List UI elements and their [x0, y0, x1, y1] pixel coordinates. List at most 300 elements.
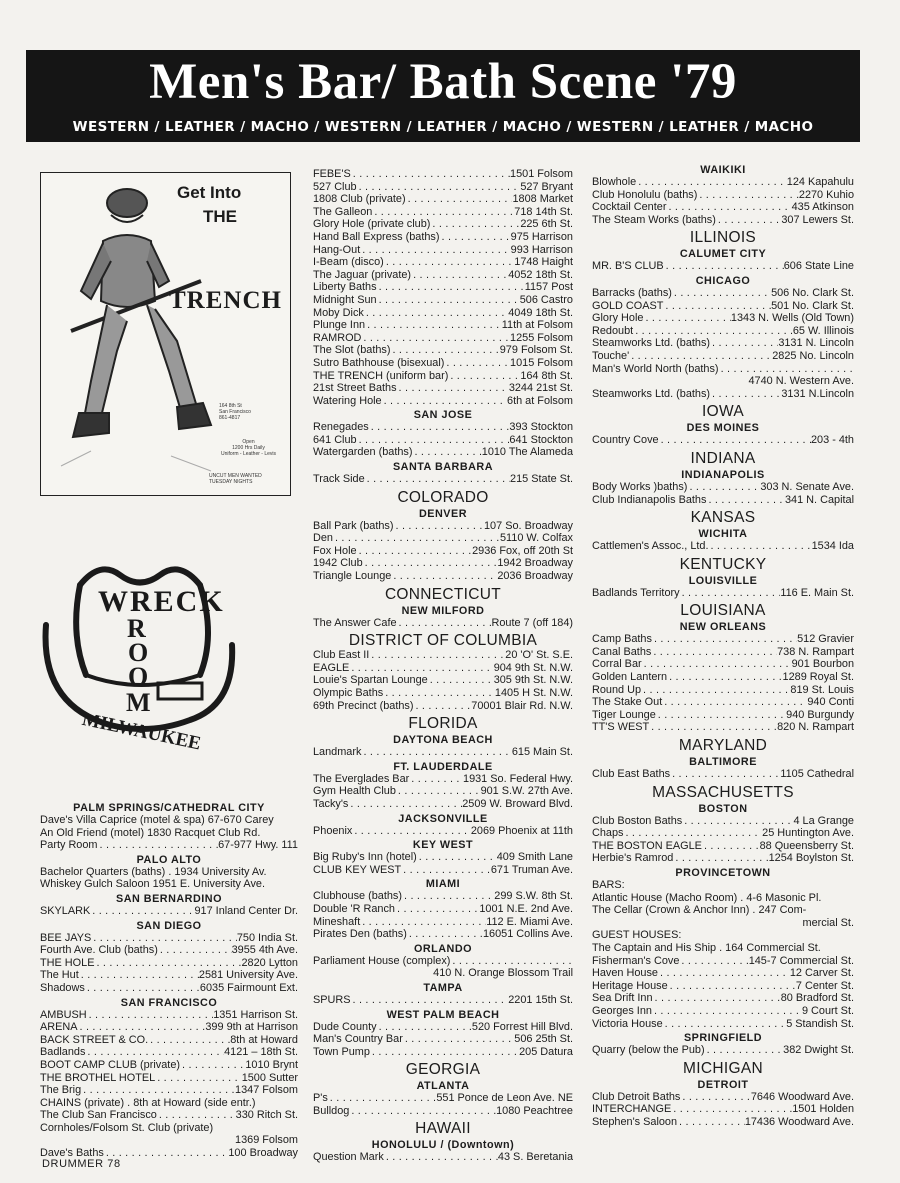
listing-address: 100 Broadway — [228, 1147, 298, 1160]
leader-dots — [440, 231, 511, 244]
listing-name: BACK STREET & CO. — [40, 1033, 149, 1046]
city-heading: SAN DIEGO — [136, 919, 202, 932]
listing-address: 8th at Howard — [230, 1033, 298, 1046]
leader-dots — [702, 840, 760, 853]
city-heading: LOUISVILLE — [688, 574, 758, 587]
listing-address: 819 St. Louis — [790, 683, 854, 696]
listing-name: Sutro Bathhouse (bisexual) — [313, 356, 445, 369]
listing-address: 43 S. Beretania — [497, 1151, 573, 1164]
page-banner-title: Men's Bar/ Bath Scene '79 — [26, 50, 860, 114]
listing-row — [592, 684, 854, 697]
listing-row — [313, 370, 573, 383]
listing-row — [313, 421, 573, 434]
leader-dots — [360, 244, 510, 257]
listing-row — [592, 201, 854, 214]
room-letter-m: M — [126, 688, 151, 717]
listing-name: Olympic Baths — [313, 687, 384, 699]
listing-line: Whiskey Gulch Saloon 1951 E. University Ave. — [40, 878, 265, 891]
listing-continuation: 410 N. Orange Blossom Trail — [433, 967, 573, 980]
state-heading: ILLINOIS — [689, 229, 757, 247]
listing-name: Camp Baths — [592, 633, 652, 646]
leader-dots — [357, 545, 472, 558]
listing-address: 203 - 4th — [811, 434, 854, 447]
listing-address: 1015 Folsom — [510, 356, 573, 369]
leader-dots — [85, 982, 200, 995]
listing-address: 341 N. Capital — [784, 493, 854, 506]
city-heading: WAIKIKI — [700, 164, 746, 176]
listing-address: 9 Court St. — [801, 1004, 854, 1017]
listing-address: 80 Bradford St. — [780, 992, 854, 1005]
listing-name: I-Beam (disco) — [313, 256, 384, 269]
leader-dots — [85, 1046, 224, 1059]
listing-name: Club Honolulu (baths) — [592, 188, 698, 201]
leader-dots — [377, 294, 520, 307]
listing-row — [592, 815, 854, 828]
leader-dots — [372, 206, 514, 219]
listing-row — [313, 662, 573, 675]
city-heading: DETROIT — [697, 1078, 749, 1091]
listing-address: 5110 W. Colfax — [499, 532, 573, 545]
leader-dots — [403, 1033, 514, 1046]
listing-name: Country Cove — [592, 434, 659, 447]
leader-dots — [78, 1021, 206, 1034]
listing-row — [40, 1009, 298, 1022]
listing-row — [313, 700, 573, 713]
listing-row — [40, 1046, 298, 1059]
leader-dots — [364, 307, 508, 320]
listing-row — [592, 980, 854, 993]
listing-address: 393 Stockton — [509, 421, 573, 434]
city-heading: PALM SPRINGS/CATHEDRAL CITY — [73, 802, 265, 814]
leader-dots — [360, 916, 486, 929]
leader-dots — [363, 557, 498, 570]
listing-row — [40, 1034, 298, 1047]
leader-dots — [357, 434, 510, 447]
listing-address: 3131 N.Lincoln — [781, 387, 854, 400]
listing-name: Moby Dick — [313, 306, 364, 319]
listing-row — [592, 696, 854, 709]
listing-name: Heritage House — [592, 979, 668, 992]
listing-address: 382 Dwight St. — [783, 1044, 854, 1057]
listing-address: 506 No. Clark St. — [771, 286, 854, 299]
leader-dots — [642, 658, 792, 671]
leader-dots — [365, 319, 502, 332]
listing-address: 67-977 Hwy. 111 — [218, 839, 298, 852]
listing-address: 17436 Woodward Ave. — [744, 1115, 854, 1128]
listing-name: CLUB KEY WEST — [313, 863, 402, 876]
wreck-text: WRECK — [98, 585, 225, 618]
listing-address: 551 Ponce de Leon Ave. NE — [436, 1092, 573, 1105]
listing-row — [592, 1091, 854, 1104]
listing-address: 116 E. Main St. — [780, 586, 854, 599]
listing-address: 501 No. Clark St. — [771, 299, 854, 312]
state-heading: MARYLAND — [678, 737, 768, 755]
listing-address: 975 Harrison — [510, 230, 573, 243]
listing-address: 1010 Brynt — [245, 1058, 298, 1071]
listing-name: The Steam Works (baths) — [592, 213, 716, 226]
city-heading: KEY WEST — [412, 839, 474, 852]
listing-name: 1942 Club — [313, 557, 363, 570]
listing-name: BOOT CAMP CLUB (private) — [40, 1058, 180, 1071]
leader-dots — [710, 337, 778, 350]
listing-address: 2936 Fox, off 20th St — [472, 544, 573, 557]
city-heading: CHICAGO — [695, 274, 751, 287]
state-heading: IOWA — [702, 403, 744, 421]
listing-row — [313, 903, 573, 916]
listing-row — [313, 319, 573, 332]
listing-name: Golden Lantern — [592, 671, 668, 684]
listing-name: Question Mark — [313, 1151, 384, 1164]
soldier-illustration-icon — [51, 181, 221, 481]
listing-row — [592, 646, 854, 659]
listing-row — [313, 520, 573, 533]
listing-row — [313, 864, 573, 877]
listing-name: Club Boston Baths — [592, 814, 683, 827]
leader-dots — [716, 214, 781, 227]
listing-name: The Everglades Bar — [313, 772, 410, 785]
listing-row — [40, 982, 298, 995]
listing-row — [592, 189, 854, 202]
city-heading: ATLANTA — [416, 1080, 470, 1093]
listing-name: Big Ruby's Inn (hotel) — [313, 851, 417, 864]
trench-advertisement — [40, 172, 291, 496]
leader-dots — [394, 520, 485, 533]
listing-address: 305 9th St. N.W. — [493, 674, 573, 687]
listing-name: The Galleon — [313, 205, 373, 218]
listing-name: Den — [313, 532, 333, 545]
listing-name: Dude County — [313, 1020, 377, 1033]
listing-name: Man's Country Bar — [313, 1033, 403, 1046]
listing-name: FEBE'S — [313, 168, 351, 180]
listing-name: Renegades — [313, 421, 369, 434]
city-heading: BALTIMORE — [689, 756, 757, 769]
listing-name: The Stake Out — [592, 696, 663, 709]
listing-name: RAMROD — [313, 331, 362, 344]
listing-name: Club East Baths — [592, 768, 671, 781]
city-heading: SAN FRANCISCO — [120, 996, 218, 1009]
listing-name: Body Works )baths) — [592, 480, 688, 493]
listing-line: Bachelor Quarters (baths) . 1934 University Av. — [40, 865, 267, 878]
ad-the: THE — [203, 207, 237, 226]
leader-dots — [662, 696, 807, 709]
listing-name: Victoria House — [592, 1017, 663, 1030]
leader-dots — [417, 851, 497, 864]
leader-dots — [382, 395, 507, 408]
city-heading: DES MOINES — [686, 422, 760, 435]
listing-address: 1289 Royal St. — [782, 671, 854, 684]
listing-name: Landmark — [313, 746, 362, 759]
listing-row — [592, 852, 854, 865]
listing-address: 124 Kapahulu — [786, 176, 854, 188]
listing-name: BEE JAYS — [40, 931, 92, 944]
listing-name: Louie's Spartan Lounge — [313, 674, 428, 687]
listing-name: Double 'R Ranch — [313, 902, 395, 915]
listing-row — [313, 395, 573, 408]
listing-address: 615 Main St. — [511, 746, 573, 759]
listing-name: Badlands Territory — [592, 586, 680, 599]
listing-address: 506 25th St. — [514, 1033, 573, 1046]
leader-dots — [361, 746, 511, 759]
listing-row — [40, 944, 298, 957]
listing-row — [592, 300, 854, 313]
listing-row — [313, 557, 573, 570]
listing-address: 1501 Holden — [792, 1103, 854, 1116]
city-heading: TAMPA — [423, 981, 463, 994]
listing-name: The Club San Francisco — [40, 1109, 157, 1122]
listing-name: Quarry (below the Pub) — [592, 1044, 705, 1057]
listing-row — [313, 382, 573, 395]
listing-row — [313, 307, 573, 320]
listing-row — [313, 617, 573, 630]
listing-address: 901 S.W. 27th Ave. — [480, 785, 573, 798]
leader-dots — [629, 350, 772, 363]
listing-address: 16051 Collins Ave. — [482, 928, 573, 941]
listing-address: 4 La Grange — [793, 814, 854, 827]
listing-row — [592, 1018, 854, 1031]
listing-name: Redoubt — [592, 324, 634, 337]
leader-dots — [706, 494, 785, 507]
leader-dots — [361, 332, 510, 345]
leader-dots — [395, 903, 479, 916]
listing-name: Chaps — [592, 827, 624, 840]
listing-row — [40, 1109, 298, 1122]
listing-row — [592, 1005, 854, 1018]
listing-address: Route 7 (off 184) — [491, 616, 573, 629]
listing-row — [313, 1151, 573, 1164]
listing-address: 205 Datura — [519, 1045, 573, 1058]
listing-address: 11th at Folsom — [501, 319, 573, 332]
city-heading: SAN BERNARDINO — [116, 892, 222, 905]
leader-dots — [384, 256, 514, 269]
leader-dots — [104, 1147, 229, 1160]
state-heading: LOUISIANA — [680, 602, 766, 620]
listing-address: 3244 21st St. — [508, 382, 573, 395]
leader-dots — [687, 481, 760, 494]
listing-row — [313, 231, 573, 244]
listing-address: 917 Inland Center Dr. — [194, 904, 298, 917]
listing-address: 2201 15th St. — [508, 993, 573, 1006]
city-heading: DENVER — [419, 507, 467, 520]
listing-name: Party Room — [40, 839, 98, 852]
listing-name: The Brig — [40, 1084, 82, 1097]
listing-address: 940 Conti — [807, 696, 854, 709]
listing-name: TT'S WEST — [592, 721, 650, 734]
leader-dots — [667, 671, 782, 684]
listing-row — [313, 890, 573, 903]
leader-dots — [94, 957, 241, 970]
room-letter-o1: O — [128, 638, 149, 667]
listing-row — [592, 1116, 854, 1129]
listing-row — [313, 357, 573, 370]
listing-name: Watering Hole — [313, 394, 382, 407]
listing-row — [313, 1105, 573, 1118]
listing-address: 20 'O' St. S.E. — [505, 649, 573, 662]
listing-row — [313, 1046, 573, 1059]
listing-row — [313, 206, 573, 219]
listing-name: Blowhole — [592, 176, 637, 188]
leader-dots — [157, 1109, 236, 1122]
listing-address: 435 Atkinson — [791, 201, 854, 214]
listing-address: 2270 Kuhio — [798, 188, 854, 201]
listing-row — [313, 851, 573, 864]
listing-line: GUEST HOUSES: — [592, 929, 682, 942]
listing-row — [313, 928, 573, 941]
listing-continuation: 4740 N. Western Ave. — [748, 375, 854, 388]
leader-dots — [652, 633, 797, 646]
listing-name: GOLD COAST — [592, 299, 664, 312]
listing-address: 1080 Peachtree — [496, 1104, 573, 1117]
listing-row — [313, 746, 573, 759]
listing-name: Ball Park (baths) — [313, 519, 394, 532]
listing-row — [592, 312, 854, 325]
listing-name: Mineshaft — [313, 915, 361, 928]
listing-name: Town Pump — [313, 1045, 370, 1058]
listing-name: Touche' — [592, 349, 630, 362]
listing-name: AMBUSH — [40, 1008, 87, 1021]
leader-dots — [649, 721, 777, 734]
ad-address: 164 8th St San Francisco 861-4817 — [219, 403, 251, 421]
listing-address: 506 Castro — [519, 293, 573, 306]
listing-address: 520 Forrest Hill Blvd. — [471, 1020, 573, 1033]
listing-name: Corral Bar — [592, 658, 642, 671]
listing-row — [313, 687, 573, 700]
state-heading: MICHIGAN — [683, 1059, 763, 1077]
listing-name: Pirates Den (baths) — [313, 928, 407, 941]
listing-row — [313, 1092, 573, 1105]
listing-address: 606 State Line — [783, 260, 854, 273]
listing-address: 979 Folsom St. — [499, 344, 573, 357]
listing-row — [592, 434, 854, 447]
listing-name: Fisherman's Cove — [592, 954, 680, 967]
city-heading: MIAMI — [425, 878, 461, 891]
listing-name: THE BOSTON EAGLE — [592, 839, 702, 852]
listing-address: 1942 Broadway — [497, 557, 573, 570]
listing-address: 12 Carver St. — [789, 967, 854, 980]
city-heading: NEW MILFORD — [401, 604, 485, 617]
city-heading: WEST PALM BEACH — [386, 1008, 500, 1021]
leader-dots — [666, 201, 791, 214]
listing-row — [313, 785, 573, 798]
listing-address: 527 Bryant — [520, 180, 573, 193]
listing-address: 330 Ritch St. — [235, 1109, 298, 1122]
listing-row — [592, 658, 854, 671]
leader-dots — [705, 1044, 784, 1057]
city-heading: NEW ORLEANS — [679, 621, 767, 634]
listing-row — [592, 709, 854, 722]
listing-address: 1255 Folsom — [510, 331, 573, 344]
leader-dots — [412, 446, 481, 459]
leader-dots — [401, 864, 491, 877]
listing-name: Parliament House (complex) — [313, 954, 451, 967]
listing-address: 299 S.W. 8th St. — [494, 890, 573, 903]
listing-name: Plunge Inn — [313, 319, 366, 332]
listing-name: THE BROTHEL HOTEL — [40, 1071, 156, 1084]
listing-address: 1010 The Alameda — [481, 446, 573, 459]
listing-row — [592, 540, 854, 553]
room-letter-r: R — [127, 614, 146, 643]
listing-row — [592, 363, 854, 376]
listing-row — [313, 773, 573, 786]
listing-name: Fox Hole — [313, 544, 357, 557]
leader-dots — [652, 1005, 802, 1018]
listing-address: 70001 Blair Rd. N.W. — [471, 699, 573, 712]
listing-row — [313, 193, 573, 206]
listing-name: Club East II — [313, 649, 370, 662]
leader-dots — [377, 1021, 472, 1034]
wreck-room-advertisement — [40, 555, 240, 755]
listing-row — [592, 350, 854, 363]
listing-address: 164 8th St. — [520, 369, 573, 382]
leader-dots — [663, 1018, 787, 1031]
category-strip: WESTERN / LEATHER / MACHO / WESTERN / LEATHER / MACHO / WESTERN / LEATHER / MACHO — [26, 114, 860, 140]
city-heading: PROVINCETOWN — [675, 867, 771, 879]
listing-address: 1347 Folsom — [235, 1084, 298, 1097]
state-heading: CONNECTICUT — [384, 585, 502, 603]
leader-dots — [370, 1046, 519, 1059]
listing-address: 993 Harrison — [510, 243, 573, 256]
leader-dots — [641, 684, 790, 697]
listing-name: The Answer Cafe — [313, 616, 397, 629]
leader-dots — [396, 785, 481, 798]
listing-address: 215 State St. — [510, 473, 573, 486]
leader-dots — [79, 969, 199, 982]
leader-dots — [357, 181, 521, 194]
leader-dots — [369, 421, 510, 434]
state-heading: DISTRICT OF COLUMBIA — [348, 632, 538, 650]
leader-dots — [679, 955, 748, 968]
listing-row — [40, 1084, 298, 1097]
listing-row — [592, 955, 854, 968]
listing-row — [592, 287, 854, 300]
ad-hours: Open 1200 Hrs Daily Uniform - Leather - Levis — [221, 439, 277, 457]
listing-continuation: 1369 Folsom — [235, 1134, 298, 1147]
listing-row — [592, 587, 854, 600]
leader-dots — [402, 890, 494, 903]
city-heading: DAYTONA BEACH — [393, 734, 493, 747]
listing-address: 409 Smith Lane — [496, 851, 573, 864]
leader-dots — [384, 1151, 498, 1164]
listing-name: Bulldog — [313, 1104, 350, 1117]
state-heading: GEORGIA — [405, 1061, 481, 1079]
listing-name: ARENA — [40, 1021, 78, 1034]
listing-name: Triangle Lounge — [313, 570, 392, 583]
city-heading: WICHITA — [698, 528, 748, 541]
leader-dots — [623, 827, 762, 840]
city-heading: CALUMET CITY — [679, 248, 767, 261]
leader-dots — [656, 709, 786, 722]
page-footer: DRUMMER 78 — [42, 1158, 121, 1170]
listing-name: Fourth Ave. Club (baths) — [40, 944, 158, 957]
listing-row — [313, 955, 573, 968]
listing-name: Clubhouse (baths) — [313, 890, 402, 903]
listing-name: 527 Club — [313, 180, 357, 193]
listing-address: 1001 N.E. 2nd Ave. — [479, 902, 573, 915]
city-heading: SAN JOSE — [413, 409, 473, 422]
listing-name: Watergarden (baths) — [313, 446, 413, 459]
leader-dots — [90, 905, 194, 918]
leader-dots — [659, 434, 811, 447]
state-heading: FLORIDA — [408, 715, 478, 733]
listing-address: 4049 18th St. — [508, 306, 573, 319]
leader-dots — [349, 662, 493, 675]
leader-dots — [369, 649, 505, 662]
listing-row — [592, 325, 854, 338]
listing-name: Midnight Sun — [313, 293, 377, 306]
listing-row — [40, 1059, 298, 1072]
listing-line: Cornholes/Folsom St. Club (private) — [40, 1121, 214, 1134]
leader-dots — [348, 798, 462, 811]
listing-address: 1405 H St. N.W. — [494, 687, 573, 699]
